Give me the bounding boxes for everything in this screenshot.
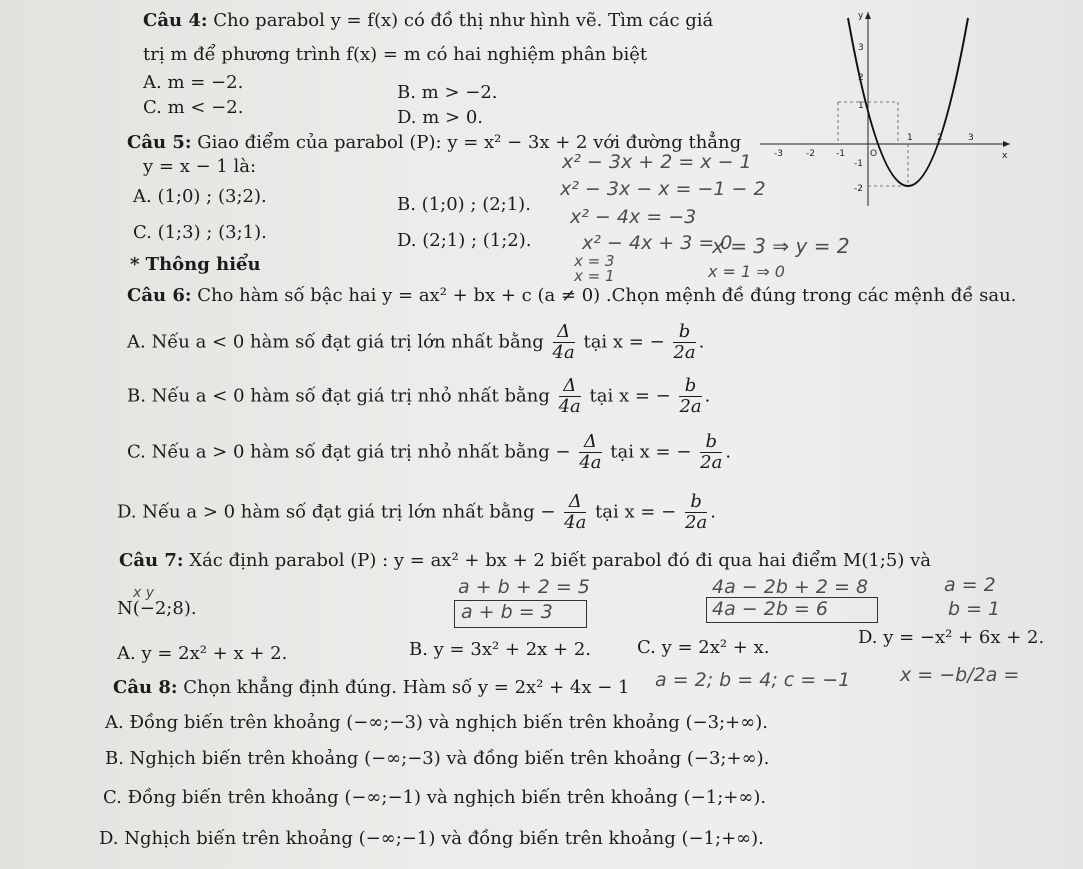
- fraction-delta-4a: [564, 492, 586, 533]
- numerator: Δ: [564, 492, 586, 513]
- y-tick: -2: [854, 184, 863, 194]
- q8-stem: Chọn khẳng định đúng. Hàm số y = 2x² + 4x − 1: [183, 677, 630, 698]
- q5-option-a[interactable]: A. (1;0) ; (3;2).: [133, 186, 267, 207]
- handwritten-note: a + b = 3: [461, 601, 553, 623]
- q6-option-d-text: D. Nếu a > 0 hàm số đạt giá trị lớn nhất bằng −: [117, 501, 556, 523]
- numerator: b: [700, 432, 722, 453]
- q6-option-a[interactable]: A. Nếu a < 0 hàm số đạt giá trị lớn nhất bằng $\frac{\Delta}{4a}$ tại x = − $\frac{b}{2a}$ .: [127, 321, 705, 363]
- x-tick: 2: [937, 133, 943, 143]
- numerator: b: [679, 376, 701, 397]
- x-tick: -2: [806, 149, 815, 159]
- handwritten-note: x² − 4x + 3 = 0: [582, 232, 733, 254]
- q4-stem-1: Cho parabol y = f(x) có đồ thị như hình vẽ. Tìm các giá: [213, 10, 714, 31]
- q8-option-b[interactable]: B. Nghịch biến trên khoảng (−∞;−3) và đồng biến trên khoảng (−3;+∞).: [105, 748, 770, 769]
- handwritten-note: a = 2; b = 4; c = −1: [655, 669, 851, 691]
- q6-option-d[interactable]: D. Nếu a > 0 hàm số đạt giá trị lớn nhất bằng − $\frac{\Delta}{4a}$ tại x = − $\frac{b}{2a}$ .: [117, 491, 716, 533]
- denominator: 4a: [558, 396, 581, 417]
- q7-option-b[interactable]: B. y = 3x² + 2x + 2.: [409, 639, 592, 660]
- fraction-b-2a: [673, 322, 695, 363]
- section-heading: * Thông hiểu: [130, 254, 261, 275]
- fraction-b-2a: [679, 376, 701, 417]
- fraction-delta-4a: [579, 432, 601, 473]
- y-tick: 3: [858, 43, 864, 53]
- denominator: 4a: [552, 342, 575, 363]
- handwritten-note: x² − 3x + 2 = x − 1: [562, 151, 752, 173]
- q4-option-a[interactable]: A. m = −2.: [143, 72, 244, 93]
- fraction-b-2a: [700, 432, 722, 473]
- x-tick: -3: [774, 149, 783, 159]
- q6-title: Câu 6:: [127, 285, 192, 306]
- at-x-text: tại x = −: [610, 441, 692, 463]
- q7-stem-2: N(−2;8).: [117, 598, 197, 619]
- q5-option-c[interactable]: C. (1;3) ; (3;1).: [133, 222, 267, 243]
- denominator: 2a: [685, 512, 708, 533]
- handwritten-note: x = 3: [574, 252, 615, 270]
- handwritten-note: x = −b/2a =: [900, 664, 1020, 686]
- origin-label: O: [870, 149, 878, 159]
- q6-option-c-text: C. Nếu a > 0 hàm số đạt giá trị nhỏ nhất bằng −: [127, 441, 571, 463]
- q4-stem-2: trị m để phương trình f(x) = m có hai nghiệm phân biệt: [143, 44, 648, 65]
- denominator: 4a: [579, 452, 602, 473]
- q6-option-c[interactable]: C. Nếu a > 0 hàm số đạt giá trị nhỏ nhất bằng − $\frac{\Delta}{4a}$ tại x = − $\frac{b}{2a}$ .: [127, 431, 732, 473]
- handwritten-note: 4a − 2b + 2 = 8: [712, 576, 869, 598]
- handwritten-note: x² − 4x = −3: [570, 206, 697, 228]
- q4-option-c[interactable]: C. m < −2.: [143, 97, 244, 118]
- y-tick: -1: [854, 159, 863, 169]
- q6-option-a-text: A. Nếu a < 0 hàm số đạt giá trị lớn nhất bằng: [127, 331, 544, 353]
- numerator: Δ: [553, 322, 575, 343]
- handwritten-note: x² − 3x − x = −1 − 2: [560, 178, 766, 200]
- q8-option-c[interactable]: C. Đồng biến trên khoảng (−∞;−1) và nghịch biến trên khoảng (−1;+∞).: [103, 787, 767, 808]
- denominator: 2a: [700, 452, 723, 473]
- numerator: b: [685, 492, 707, 513]
- q5-stem-1: Giao điểm của parabol (P): y = x² − 3x + 2 với đường thẳng: [197, 132, 742, 153]
- q8-line: [113, 677, 630, 699]
- y-tick: 1: [858, 101, 864, 111]
- q6-line: [127, 285, 1016, 307]
- q6-option-b-text: B. Nếu a < 0 hàm số đạt giá trị nhỏ nhất bằng: [127, 385, 550, 407]
- handwritten-note: x = 1 ⇒ 0: [708, 262, 785, 281]
- at-x-text: tại x = −: [595, 501, 677, 523]
- denominator: 2a: [679, 396, 702, 417]
- q8-option-d[interactable]: D. Nghịch biến trên khoảng (−∞;−1) và đồng biến trên khoảng (−1;+∞).: [99, 828, 764, 849]
- q6-option-b[interactable]: B. Nếu a < 0 hàm số đạt giá trị nhỏ nhất bằng $\frac{\Delta}{4a}$ tại x = − $\frac{b}{2a}$ .: [127, 375, 711, 417]
- q5-option-b[interactable]: B. (1;0) ; (2;1).: [397, 194, 531, 215]
- handwritten-note: 4a − 2b = 6: [712, 598, 828, 620]
- numerator: Δ: [559, 376, 581, 397]
- q4-option-d[interactable]: D. m > 0.: [397, 107, 484, 128]
- x-tick: 1: [907, 133, 913, 143]
- numerator: b: [673, 322, 695, 343]
- handwritten-note: a = 2: [944, 574, 996, 596]
- at-x-text: tại x = −: [589, 385, 671, 407]
- handwritten-note: x = 1: [574, 267, 615, 285]
- numerator: Δ: [579, 432, 601, 453]
- q5-option-d[interactable]: D. (2;1) ; (1;2).: [397, 230, 532, 251]
- handwritten-box: [706, 597, 878, 623]
- fraction-delta-4a: [559, 376, 581, 417]
- y-tick: 2: [858, 73, 864, 83]
- x-axis-label: x: [1002, 151, 1008, 161]
- q7-option-d[interactable]: D. y = −x² + 6x + 2.: [858, 627, 1045, 648]
- q5-stem-2: y = x − 1 là:: [143, 156, 257, 177]
- fraction-b-2a: [685, 492, 707, 533]
- handwritten-note: x = 3 ⇒ y = 2: [712, 234, 850, 258]
- x-tick: -1: [836, 149, 845, 159]
- q8-option-a[interactable]: A. Đồng biến trên khoảng (−∞;−3) và nghịch biến trên khoảng (−3;+∞).: [105, 712, 768, 733]
- q6-stem: Cho hàm số bậc hai y = ax² + bx + c (a ≠ 0) .Chọn mệnh đề đúng trong các mệnh đề sau.: [197, 285, 1017, 306]
- q4-option-b[interactable]: B. m > −2.: [397, 82, 498, 103]
- at-x-text: tại x = −: [583, 331, 665, 353]
- fraction-delta-4a: [553, 322, 575, 363]
- y-axis-label: y: [858, 11, 864, 21]
- parabola-graph: [760, 8, 1015, 208]
- handwritten-note: x y: [133, 585, 155, 601]
- q4-line1: [143, 10, 713, 32]
- handwritten-note: b = 1: [948, 598, 1001, 620]
- q8-title: Câu 8:: [113, 677, 178, 698]
- handwritten-box: [454, 600, 587, 628]
- x-tick: 3: [968, 133, 974, 143]
- denominator: 2a: [673, 342, 696, 363]
- q5-title: Câu 5:: [127, 132, 192, 153]
- q7-line1: [119, 550, 931, 572]
- q7-title: Câu 7:: [119, 550, 184, 571]
- q7-stem-1: Xác định parabol (P) : y = ax² + bx + 2 biết parabol đó đi qua hai điểm M(1;5) và: [189, 550, 931, 571]
- handwritten-note: a + b + 2 = 5: [458, 576, 590, 598]
- denominator: 4a: [564, 512, 587, 533]
- q7-option-c[interactable]: C. y = 2x² + x.: [637, 637, 770, 658]
- q7-option-a[interactable]: A. y = 2x² + x + 2.: [117, 643, 288, 664]
- q4-title: Câu 4:: [143, 10, 208, 31]
